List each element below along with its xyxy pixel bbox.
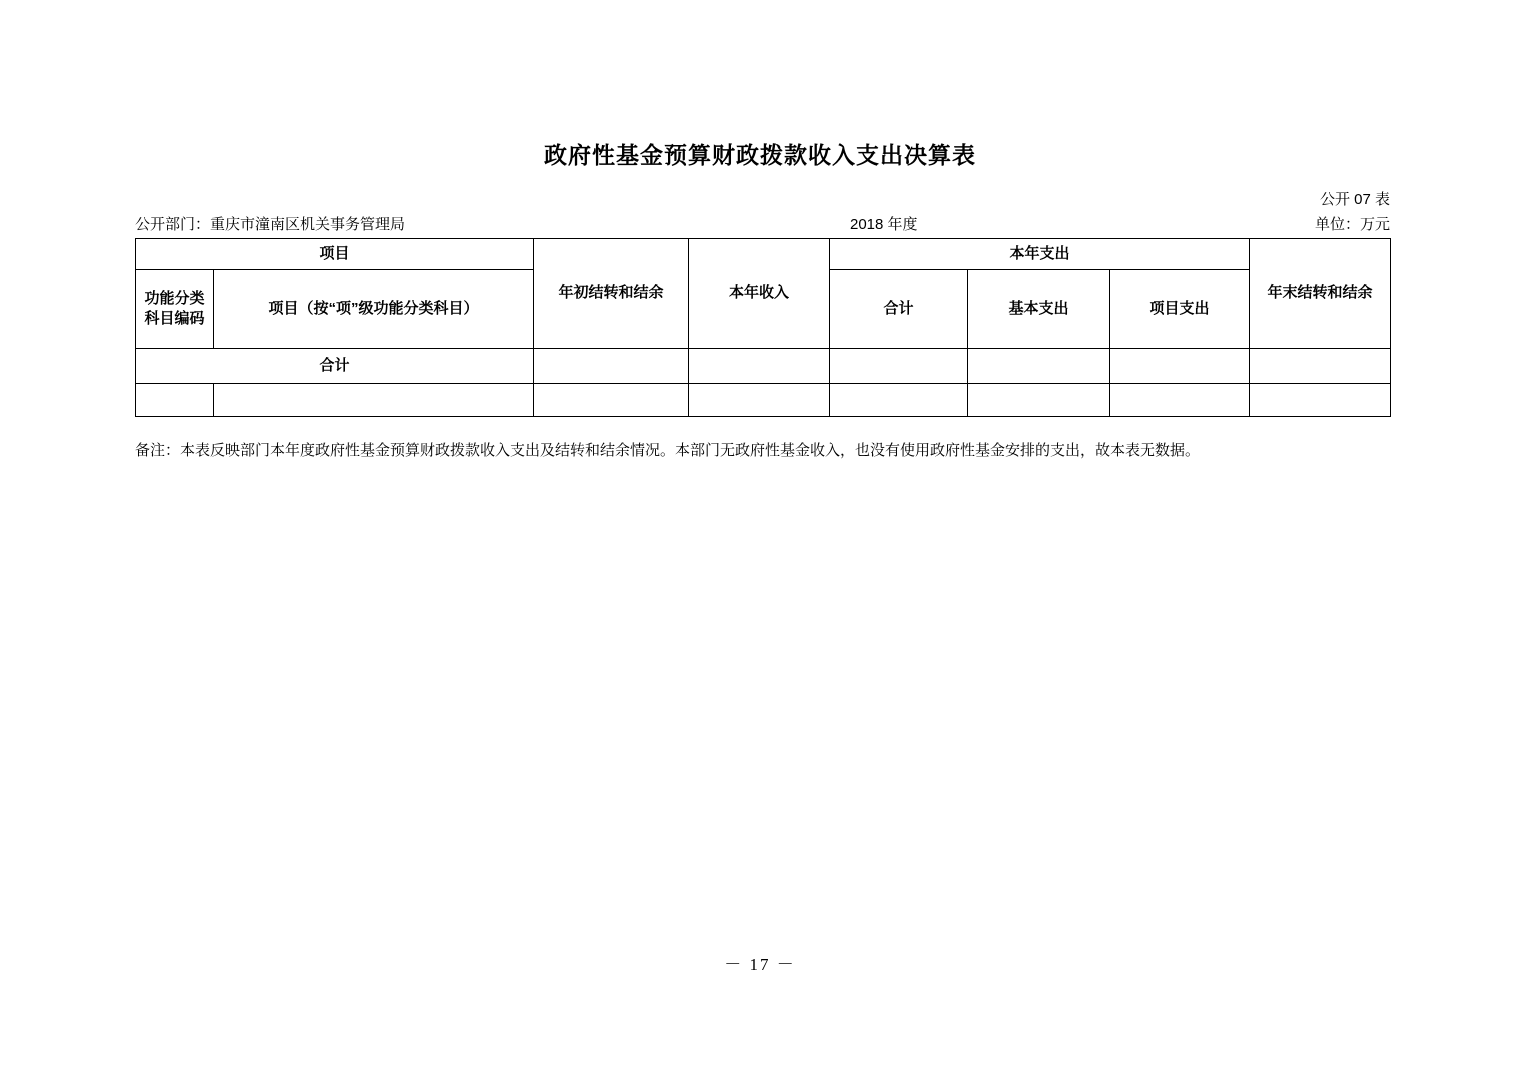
- row-total-project-expense: [1110, 349, 1250, 384]
- header-expense-total: 合计: [830, 270, 968, 349]
- row-total-basic-expense: [968, 349, 1110, 384]
- header-functional-code-line2: 科目编码: [144, 310, 205, 327]
- row-total-end-balance: [1250, 349, 1391, 384]
- row-empty-functional-code: [136, 384, 214, 417]
- unit-label: 单位：万元: [1314, 216, 1390, 233]
- row-total-expense-total: [830, 349, 968, 384]
- header-functional-code-line1: 功能分类: [144, 289, 205, 307]
- page-title: 政府性基金预算财政拨款收入支出决算表: [544, 142, 976, 168]
- header-year-expense-group: 本年支出: [830, 239, 1250, 270]
- row-empty-begin-balance: [534, 384, 689, 417]
- row-total-year-income: [689, 349, 830, 384]
- table-header-row-1: [136, 239, 1391, 270]
- header-begin-balance: 年初结转和结余: [534, 239, 689, 349]
- row-empty-project-expense: [1110, 384, 1250, 417]
- budget-table: [135, 238, 1391, 417]
- row-empty-project-name: [214, 384, 534, 417]
- table-row: [136, 384, 1391, 417]
- page-number: － 17 －: [724, 955, 796, 974]
- header-year-income: 本年收入: [689, 239, 830, 349]
- document-meta: [135, 213, 1390, 235]
- row-empty-end-balance: [1250, 384, 1391, 417]
- row-total-label: 合计: [136, 349, 534, 384]
- header-end-balance: 年末结转和结余: [1250, 239, 1391, 349]
- header-project-group: 项目: [136, 239, 534, 270]
- fiscal-year-label: 2018 年度: [850, 216, 918, 233]
- header-basic-expense: 基本支出: [968, 270, 1110, 349]
- table-row: [136, 349, 1391, 384]
- row-empty-year-income: [689, 384, 830, 417]
- form-code-label: 公开 07 表: [1319, 191, 1390, 208]
- header-project-name: 项目（按“项”级功能分类科目）: [214, 270, 534, 349]
- department-label: 公开部门：重庆市潼南区机关事务管理局: [135, 216, 406, 233]
- row-total-begin-balance: [534, 349, 689, 384]
- header-functional-code: [136, 270, 214, 349]
- row-empty-basic-expense: [968, 384, 1110, 417]
- header-project-expense: 项目支出: [1110, 270, 1250, 349]
- table-note: 备注：本表反映部门本年度政府性基金预算财政拨款收入支出及结转和结余情况。本部门无政府性基金收入，也没有使用政府性基金安排的支出，故本表无数据。: [135, 442, 1201, 459]
- row-empty-expense-total: [830, 384, 968, 417]
